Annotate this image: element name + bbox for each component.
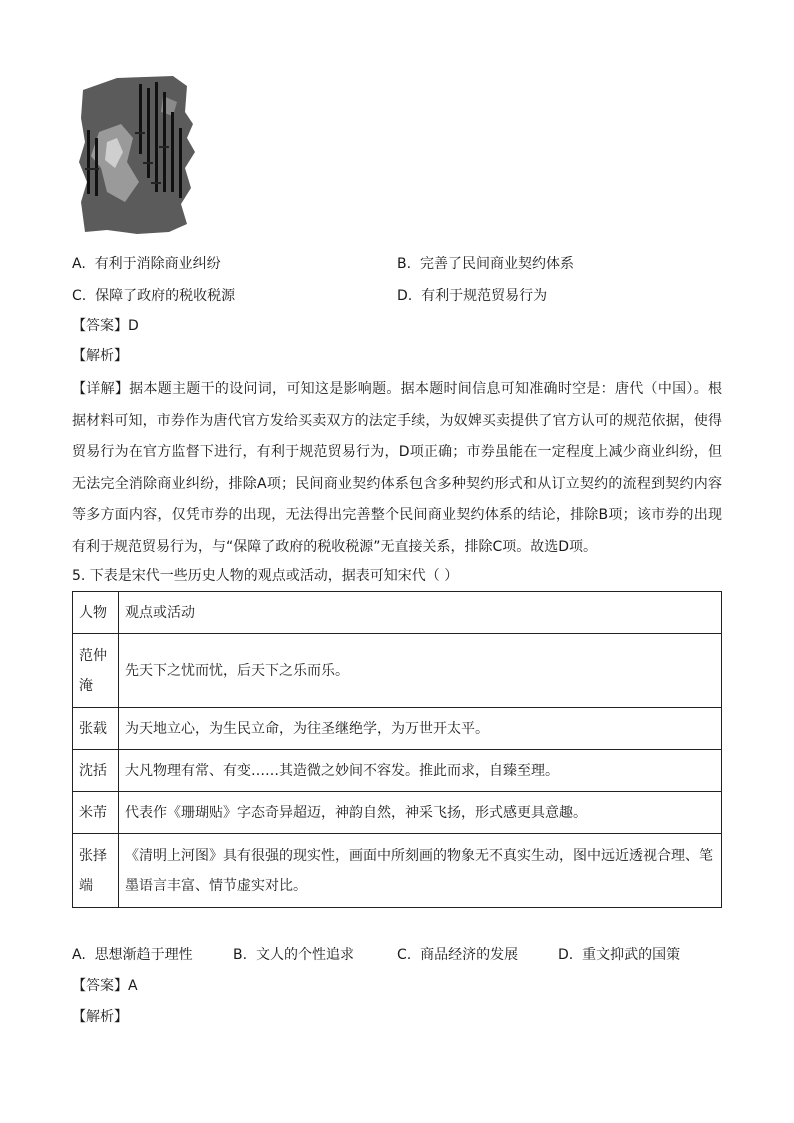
q4-analysis-label: 【解析】 [72, 348, 128, 364]
q5-analysis-label: 【解析】 [72, 1009, 128, 1025]
detail-text: 据本题主题干的设问词，可知这是影响题。据本题时间信息可知准确时空是：唐代（中国）。根据材料可知，市券作为唐代官方发给买卖双方的法定手续，为奴婢买卖提供了官方认可的规范依据，使得贸易行为在官方监督下进行，有利于规范贸易行为，D项正确；市券虽能在一定程度上减少商业纠纷，但无法完全消除商业纠纷，排除A项；民间商业契约体系包含多种契约形式和从订立契约的流程到契约内容等多方面内容，仅凭市券的出现，无法得出完善整个民间商业契约体系的结论，排除B项；该市券的出现有利于规范贸易行为，与“保障了政府的税收税源”无直接关系，排除C项。故选D项。 [72, 381, 722, 555]
answer-value: A [128, 978, 138, 994]
header-view: 观点或活动 [119, 592, 722, 634]
historical-document-image [77, 72, 201, 236]
person-view: 大凡物理有常、有变……其造微之妙间不容发。推此而求，自臻至理。 [119, 750, 722, 792]
q4-detail-paragraph [72, 374, 722, 564]
document-photo [77, 72, 201, 236]
q5-option-c: C. 商品经济的发展 [397, 947, 519, 963]
q5-answer [72, 976, 138, 996]
person-view: 先天下之忧而忧，后天下之乐而乐。 [119, 634, 722, 708]
person-name: 范仲淹 [73, 634, 119, 708]
person-name: 张载 [73, 708, 119, 750]
person-view: 为天地立心，为生民立命，为往圣继绝学，为万世开太平。 [119, 708, 722, 750]
answer-label: 【答案】 [72, 978, 128, 994]
q5-option-b: B. 文人的个性追求 [233, 947, 354, 963]
q4-option-d: D. 有利于规范贸易行为 [397, 288, 548, 304]
answer-value: D [128, 318, 139, 334]
table-row [73, 708, 722, 750]
q4-option-c: C. 保障了政府的税收税源 [72, 288, 236, 304]
q4-option-b: B. 完善了民间商业契约体系 [397, 256, 574, 272]
table-row [73, 634, 722, 708]
person-name: 张择端 [73, 834, 119, 908]
table-header-row [73, 592, 722, 634]
q5-option-d: D. 重文抑武的国策 [558, 947, 681, 963]
person-view: 《清明上河图》具有很强的现实性，画面中所刻画的物象无不真实生动，图中远近透视合理、笔墨语言丰富、情节虚实对比。 [119, 834, 722, 908]
person-name: 沈括 [73, 750, 119, 792]
q4-answer [72, 316, 139, 336]
q4-option-a: A. 有利于消除商业纠纷 [72, 256, 221, 272]
header-person: 人物 [73, 592, 119, 634]
detail-label: 【详解】 [72, 381, 130, 397]
table-row [73, 792, 722, 834]
q5-stem: 5. 下表是宋代一些历史人物的观点或活动，据表可知宋代（ ） [72, 568, 459, 584]
answer-label: 【答案】 [72, 318, 128, 334]
person-name: 米芾 [73, 792, 119, 834]
q5-table [72, 591, 722, 908]
person-view: 代表作《珊瑚贴》字态奇异超迈，神韵自然，神采飞扬，形式感更具意趣。 [119, 792, 722, 834]
table-row [73, 750, 722, 792]
table-row [73, 834, 722, 908]
q5-option-a: A. 思想渐趋于理性 [72, 947, 193, 963]
